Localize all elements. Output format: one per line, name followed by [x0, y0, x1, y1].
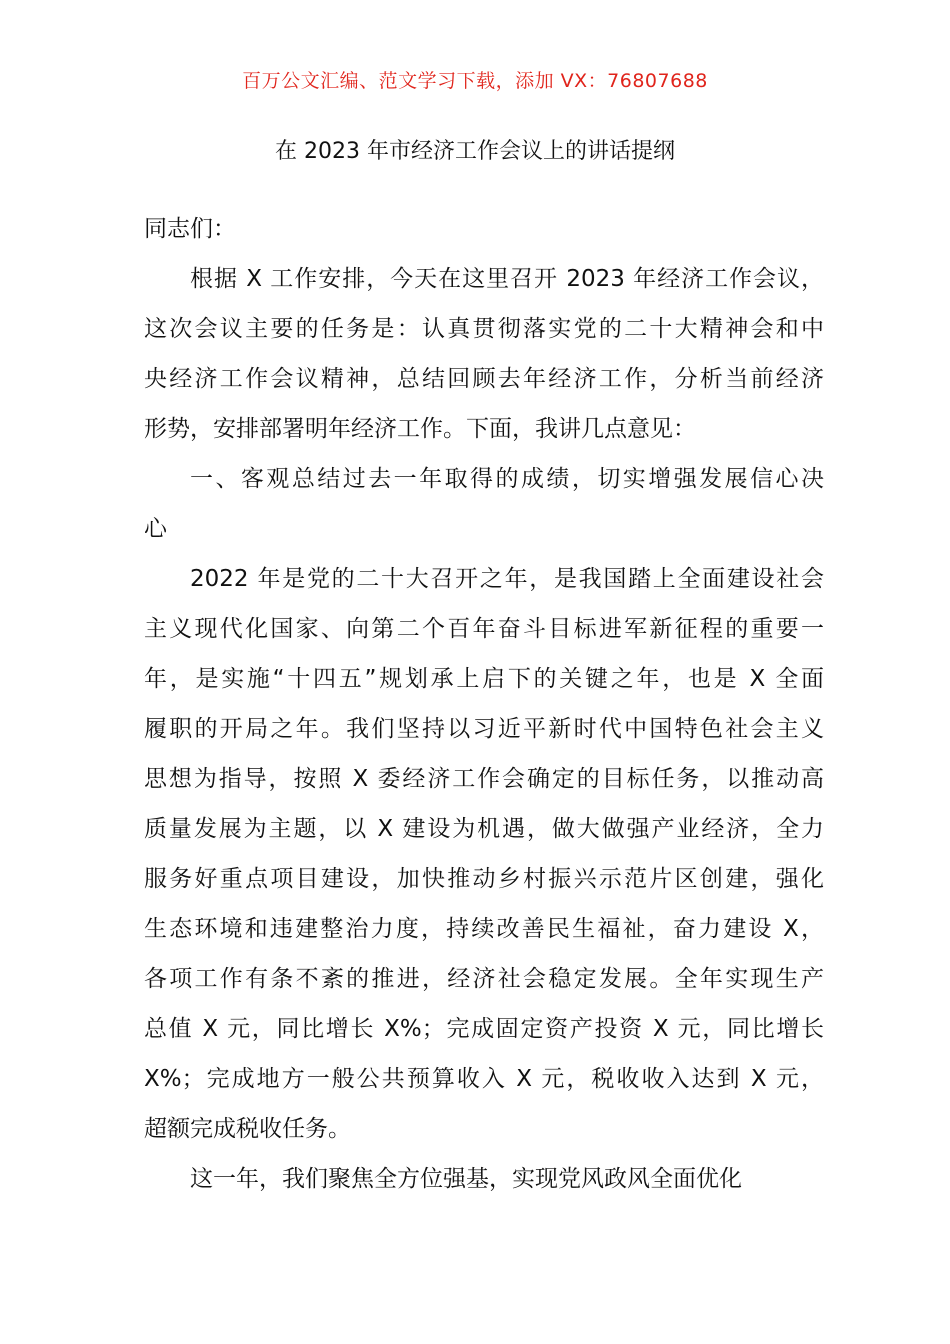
document-body — [144, 204, 824, 1204]
salutation-line: 同志们： — [144, 216, 236, 242]
section-heading-line: 心 — [144, 516, 167, 542]
body-line: 年，是实施“十四五”规划承上启下的关键之年，也是 X 全面 — [144, 666, 824, 692]
body-line: 质量发展为主题，以 X 建设为机遇，做大做强产业经济，全力 — [144, 816, 824, 842]
body-line: 2022 年是党的二十大召开之年，是我国踏上全面建设社会 — [190, 566, 824, 592]
body-line: 各项工作有条不紊的推进，经济社会稳定发展。全年实现生产 — [144, 966, 824, 992]
body-line: 履职的开局之年。我们坚持以习近平新时代中国特色社会主义 — [144, 716, 824, 742]
body-line: 这一年，我们聚焦全方位强基，实现党风政风全面优化 — [190, 1166, 742, 1192]
section-heading-line: 一、客观总结过去一年取得的成绩，切实增强发展信心决 — [190, 466, 824, 492]
body-line: 主义现代化国家、向第二个百年奋斗目标进军新征程的重要一 — [144, 616, 824, 642]
watermark-header: 百万公文汇编、范文学习下载，添加 VX：76807688 — [242, 70, 708, 92]
body-line: 根据 X 工作安排，今天在这里召开 2023 年经济工作会议， — [190, 266, 824, 292]
body-line: 这次会议主要的任务是：认真贯彻落实党的二十大精神会和中 — [144, 316, 824, 342]
body-line: 总值 X 元，同比增长 X%；完成固定资产投资 X 元，同比增长 — [144, 1016, 824, 1042]
body-line: 形势，安排部署明年经济工作。下面，我讲几点意见： — [144, 416, 696, 442]
body-line: 思想为指导，按照 X 委经济工作会确定的目标任务，以推动高 — [144, 766, 824, 792]
body-line: X%；完成地方一般公共预算收入 X 元，税收收入达到 X 元， — [144, 1066, 824, 1092]
body-line: 超额完成税收任务。 — [144, 1116, 351, 1142]
document-title: 在 2023 年市经济工作会议上的讲话提纲 — [275, 139, 675, 164]
body-line: 生态环境和违建整治力度，持续改善民生福祉，奋力建设 X， — [144, 916, 824, 942]
body-line: 央经济工作会议精神，总结回顾去年经济工作，分析当前经济 — [144, 366, 824, 392]
body-line: 服务好重点项目建设，加快推动乡村振兴示范片区创建，强化 — [144, 866, 824, 892]
